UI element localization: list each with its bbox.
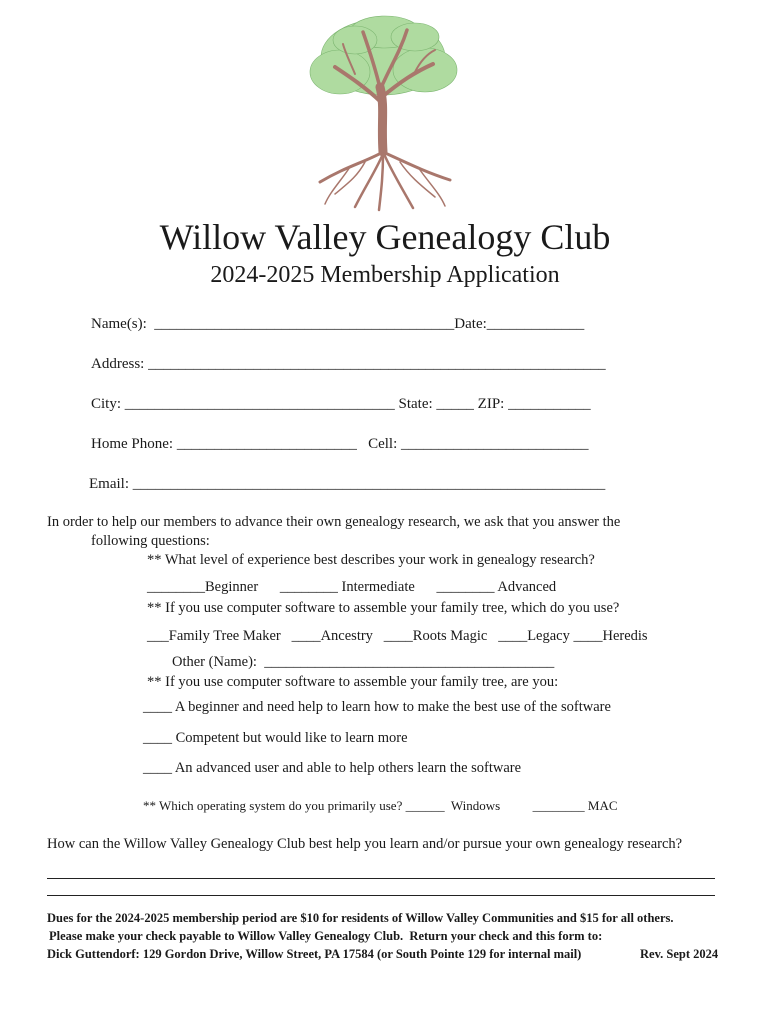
form-title: Willow Valley Genealogy Club (159, 217, 611, 257)
skill-option-beginner[interactable]: ____ A beginner and need help to learn how to make the best use of the software (143, 699, 611, 715)
software-skill-question: ** If you use computer software to assemble your family tree, are you: (147, 674, 559, 690)
software-question: ** If you use computer software to assemble your family tree, which do you use? (147, 600, 620, 616)
intro-line-1: In order to help our members to advance their own genealogy research, we ask that you answer the (47, 514, 621, 530)
form-subtitle: 2024-2025 Membership Application (210, 262, 560, 288)
email-field[interactable]: Email: _______________________________________________________________ (89, 476, 606, 492)
return-address: Dick Guttendorf: 129 Gordon Drive, Willow Street, PA 17584 (or South Pointe 129 for internal mail) (47, 947, 582, 961)
experience-options[interactable]: ________Beginner ________ Intermediate ________ Advanced (147, 579, 557, 595)
answer-line-2[interactable] (47, 895, 715, 896)
software-other-field[interactable]: Other (Name): ________________________________________ (172, 654, 555, 670)
tree-logo-icon (295, 12, 470, 212)
revision-date: Rev. Sept 2024 (640, 947, 719, 961)
address-field[interactable]: Address: _____________________________________________________________ (91, 356, 606, 372)
check-instructions: Please make your check payable to Willow Valley Genealogy Club. Return your check and this form to: (49, 929, 603, 943)
software-options[interactable]: ___Family Tree Maker ____Ancestry ____Roots Magic ____Legacy ____Heredis (147, 628, 648, 644)
os-question[interactable]: ** Which operating system do you primarily use? ______ Windows ________ MAC (143, 798, 618, 813)
skill-option-competent[interactable]: ____ Competent but would like to learn more (143, 730, 408, 746)
help-question: How can the Willow Valley Genealogy Club best help you learn and/or pursue your own genealogy research? (47, 836, 683, 852)
dues-text: Dues for the 2024-2025 membership period are $10 for residents of Willow Valley Communities and $15 for all others. (47, 911, 674, 925)
city-state-zip-field[interactable]: City: ____________________________________ State: _____ ZIP: ___________ (91, 396, 591, 412)
phone-cell-field[interactable]: Home Phone: ________________________ Cell: _________________________ (91, 436, 589, 452)
skill-option-advanced[interactable]: ____ An advanced user and able to help others learn the software (143, 760, 522, 776)
answer-line-1[interactable] (47, 878, 715, 879)
names-date-field[interactable]: Name(s): ________________________________________Date:_____________ (91, 316, 585, 332)
experience-question: ** What level of experience best describes your work in genealogy research? (147, 552, 595, 568)
intro-line-2: following questions: (91, 533, 210, 549)
